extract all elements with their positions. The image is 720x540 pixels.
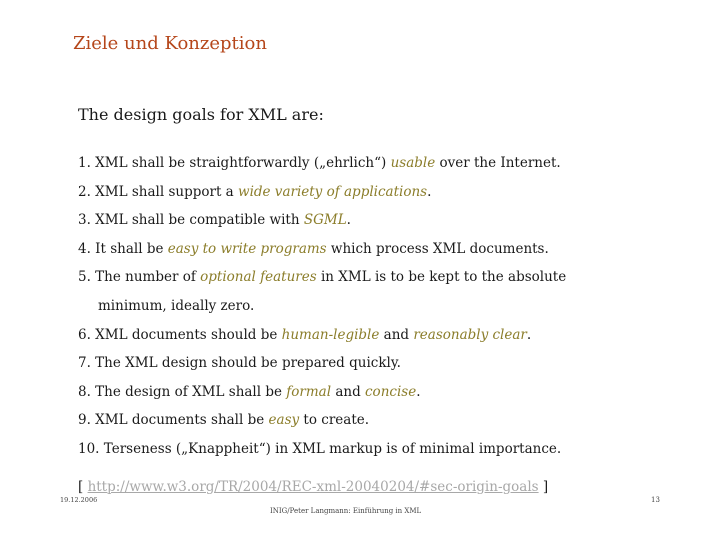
goal-highlight: human-legible xyxy=(281,326,380,343)
goal-text: in XML is to be kept to the absolute xyxy=(316,269,567,286)
goal-text: and xyxy=(379,326,414,343)
goal-text: . xyxy=(416,383,421,400)
footer-date: 19.12.2006 xyxy=(60,496,98,504)
goal-item xyxy=(78,408,566,437)
goal-highlight: easy to write programs xyxy=(167,240,327,257)
goal-item xyxy=(78,294,566,323)
goal-item xyxy=(78,180,566,209)
goal-text: 1. XML shall be straightforwardly („ehrlich“) xyxy=(78,155,391,171)
goal-item xyxy=(78,351,566,380)
goal-text: minimum, ideally zero. xyxy=(98,297,255,314)
goal-item xyxy=(78,237,566,266)
goal-text: 4. It shall be xyxy=(78,240,168,257)
goal-text: 10. Terseness („Knappheit“) in XML markup is of minimal importance. xyxy=(78,440,562,457)
source-bracket-close: ] xyxy=(538,479,549,495)
goal-text: . xyxy=(346,212,351,229)
goal-item xyxy=(78,265,566,294)
source-link[interactable]: http://www.w3.org/TR/2004/REC-xml-20040204/#sec-origin-goals xyxy=(87,479,539,495)
goal-text: 2. XML shall support a xyxy=(78,183,239,200)
source-reference xyxy=(78,479,548,495)
footer-author-course: INIG/Peter Langmann: Einführung in XML xyxy=(270,507,422,515)
goal-item xyxy=(78,437,566,466)
goal-text: 7. The XML design should be prepared quickly. xyxy=(78,355,401,372)
goal-highlight: SGML xyxy=(303,212,347,229)
goal-item xyxy=(78,151,566,180)
goal-highlight: concise xyxy=(365,383,417,400)
goal-highlight: wide variety of applications xyxy=(238,183,428,200)
design-goals-list xyxy=(78,151,566,466)
goal-item xyxy=(78,380,566,409)
goal-highlight: reasonably clear xyxy=(413,326,527,343)
intro-heading: The design goals for XML are: xyxy=(78,105,324,124)
goal-highlight: formal xyxy=(286,383,332,400)
goal-text: 3. XML shall be compatible with xyxy=(78,212,304,229)
goal-text: over the Internet. xyxy=(435,155,561,171)
slide-title: Ziele und Konzeption xyxy=(73,33,267,54)
goal-text: 8. The design of XML shall be xyxy=(78,383,287,400)
goal-item xyxy=(78,323,566,352)
goal-text: 9. XML documents shall be xyxy=(78,412,269,429)
goal-highlight: usable xyxy=(390,155,436,171)
goal-text: 6. XML documents should be xyxy=(78,326,282,343)
goal-highlight: optional features xyxy=(200,269,317,286)
goal-text: . xyxy=(526,326,532,343)
goal-text: . xyxy=(427,183,432,200)
goal-text: and xyxy=(331,383,365,400)
goal-text: to create. xyxy=(299,412,370,429)
goal-highlight: easy xyxy=(268,412,300,429)
goal-text: 5. The number of xyxy=(78,269,201,286)
page-number: 13 xyxy=(651,496,660,504)
goal-text: which process XML documents. xyxy=(326,240,549,257)
goal-item xyxy=(78,208,566,237)
source-bracket-open: [ xyxy=(78,479,88,495)
